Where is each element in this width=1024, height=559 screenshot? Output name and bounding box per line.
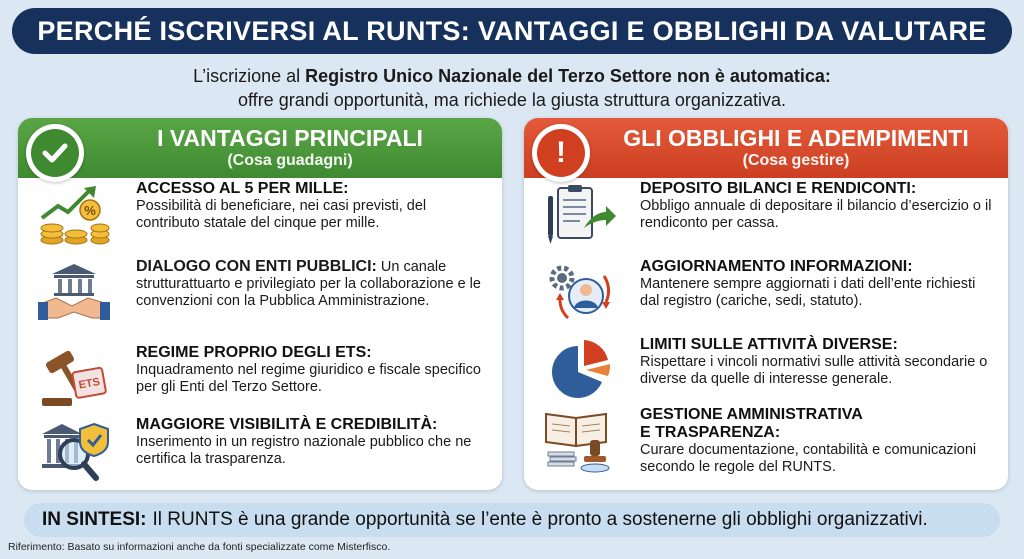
obligation-item [524,258,1008,330]
check-icon [31,129,79,177]
obligation-body: Mantenere sempre aggiornati i dati dell’ente richiesti dal registro (cariche, sedi, statuto). [640,276,976,309]
intro-prefix: L’iscrizione al [193,66,306,86]
obligations-subtitle: (Cosa gestire) [742,152,850,169]
obligation-title: LIMITI SULLE ATTIVITÀ DIVERSE: [640,336,898,353]
obligations-header [524,118,1008,178]
advantage-body: Un canale strutturattuarto e privilegiato per la collaborazione e le convenzioni con la Pubblica Amministrazione. [136,259,481,309]
coins-growth-icon [38,184,110,244]
advantage-body: Possibilità di beneficiare, nei casi previsti, del contributo statale del cinque per mille. [136,198,427,231]
pie-chart-icon [544,340,616,400]
advantage-item [18,416,502,488]
svg-text:%: % [84,203,96,218]
advantage-title: DIALOGO CON ENTI PUBBLICI: [136,258,377,275]
advantage-body: Inserimento in un registro nazionale pubblico che ne certifica la trasparenza. [136,434,472,467]
gavel-stamp-icon [38,348,110,408]
advantage-item [18,180,502,252]
intro-line-2: offre grandi opportunità, ma richiede la giusta struttura organizzativa. [238,90,786,110]
exclamation-badge [532,124,590,182]
gear-person-refresh-icon [544,262,616,322]
book-stamp-icon [544,406,616,466]
obligation-title: AGGIORNAMENTO INFORMAZIONI: [640,258,913,275]
advantage-text [136,180,492,232]
obligation-body: Obbligo annuale di depositare il bilancio d’esercizio o il rendiconto per cassa. [640,198,992,231]
footnote: Riferimento: Basato su informazioni anche da fonti specializzate come Misterfisco. [8,541,391,553]
exclamation-icon: ! [537,129,585,177]
obligation-text [640,406,998,476]
handshake-institution-icon [38,262,110,322]
check-badge [26,124,84,182]
advantage-item [18,344,502,416]
advantage-item [18,258,502,330]
obligation-item [524,406,1008,478]
intro-text [0,64,1024,112]
summary-label: IN SINTESI: [42,509,147,530]
advantage-text [136,416,492,468]
obligation-item [524,180,1008,252]
advantage-title: ACCESSO AL 5 PER MILLE: [136,180,349,197]
advantage-body: Inquadramento nel regime giuridico e fiscale specifico per gli Enti del Terzo Settore. [136,362,481,395]
summary-text: Il RUNTS è una grande opportunità se l’ente è pronto a sostenerne gli obblighi organizzativi. [152,509,928,530]
advantages-subtitle: (Cosa guadagni) [227,152,353,169]
obligation-item [524,336,1008,408]
magnifier-shield-icon [38,420,110,480]
advantage-text [136,344,492,396]
page-title: PERCHÉ ISCRIVERSI AL RUNTS: VANTAGGI E OBBLIGHI DA VALUTARE [12,8,1012,54]
advantage-title: REGIME PROPRIO DEGLI ETS: [136,344,372,361]
advantages-header [18,118,502,178]
obligation-title: GESTIONE AMMINISTRATIVA E TRASPARENZA: [640,406,863,441]
obligation-title: DEPOSITO BILANCI E RENDICONTI: [640,180,917,197]
intro-line-1 [0,64,1024,88]
obligation-text [640,336,998,388]
ets-stamp-label: ETS [77,376,101,392]
advantage-text [136,258,492,310]
obligation-body: Curare documentazione, contabilità e comunicazioni secondo le regole del RUNTS. [640,442,977,475]
advantage-title: MAGGIORE VISIBILITÀ E CREDIBILITÀ: [136,416,438,433]
advantages-title: I VANTAGGI PRINCIPALI [157,125,423,151]
intro-bold: Registro Unico Nazionale del Terzo Settore non è automatica: [305,66,831,86]
clipboard-arrow-icon [544,184,616,244]
obligation-text [640,180,998,232]
summary-bar [24,503,1000,537]
obligations-panel [524,118,1008,490]
obligation-body: Rispettare i vincoli normativi sulle attività secondarie o diverse da quelle di interesse generale. [640,354,988,387]
advantage-body-wrap [136,258,492,310]
obligation-text [640,258,998,310]
advantages-panel [18,118,502,490]
obligations-title: GLI OBBLIGHI E ADEMPIMENTI [623,125,969,151]
